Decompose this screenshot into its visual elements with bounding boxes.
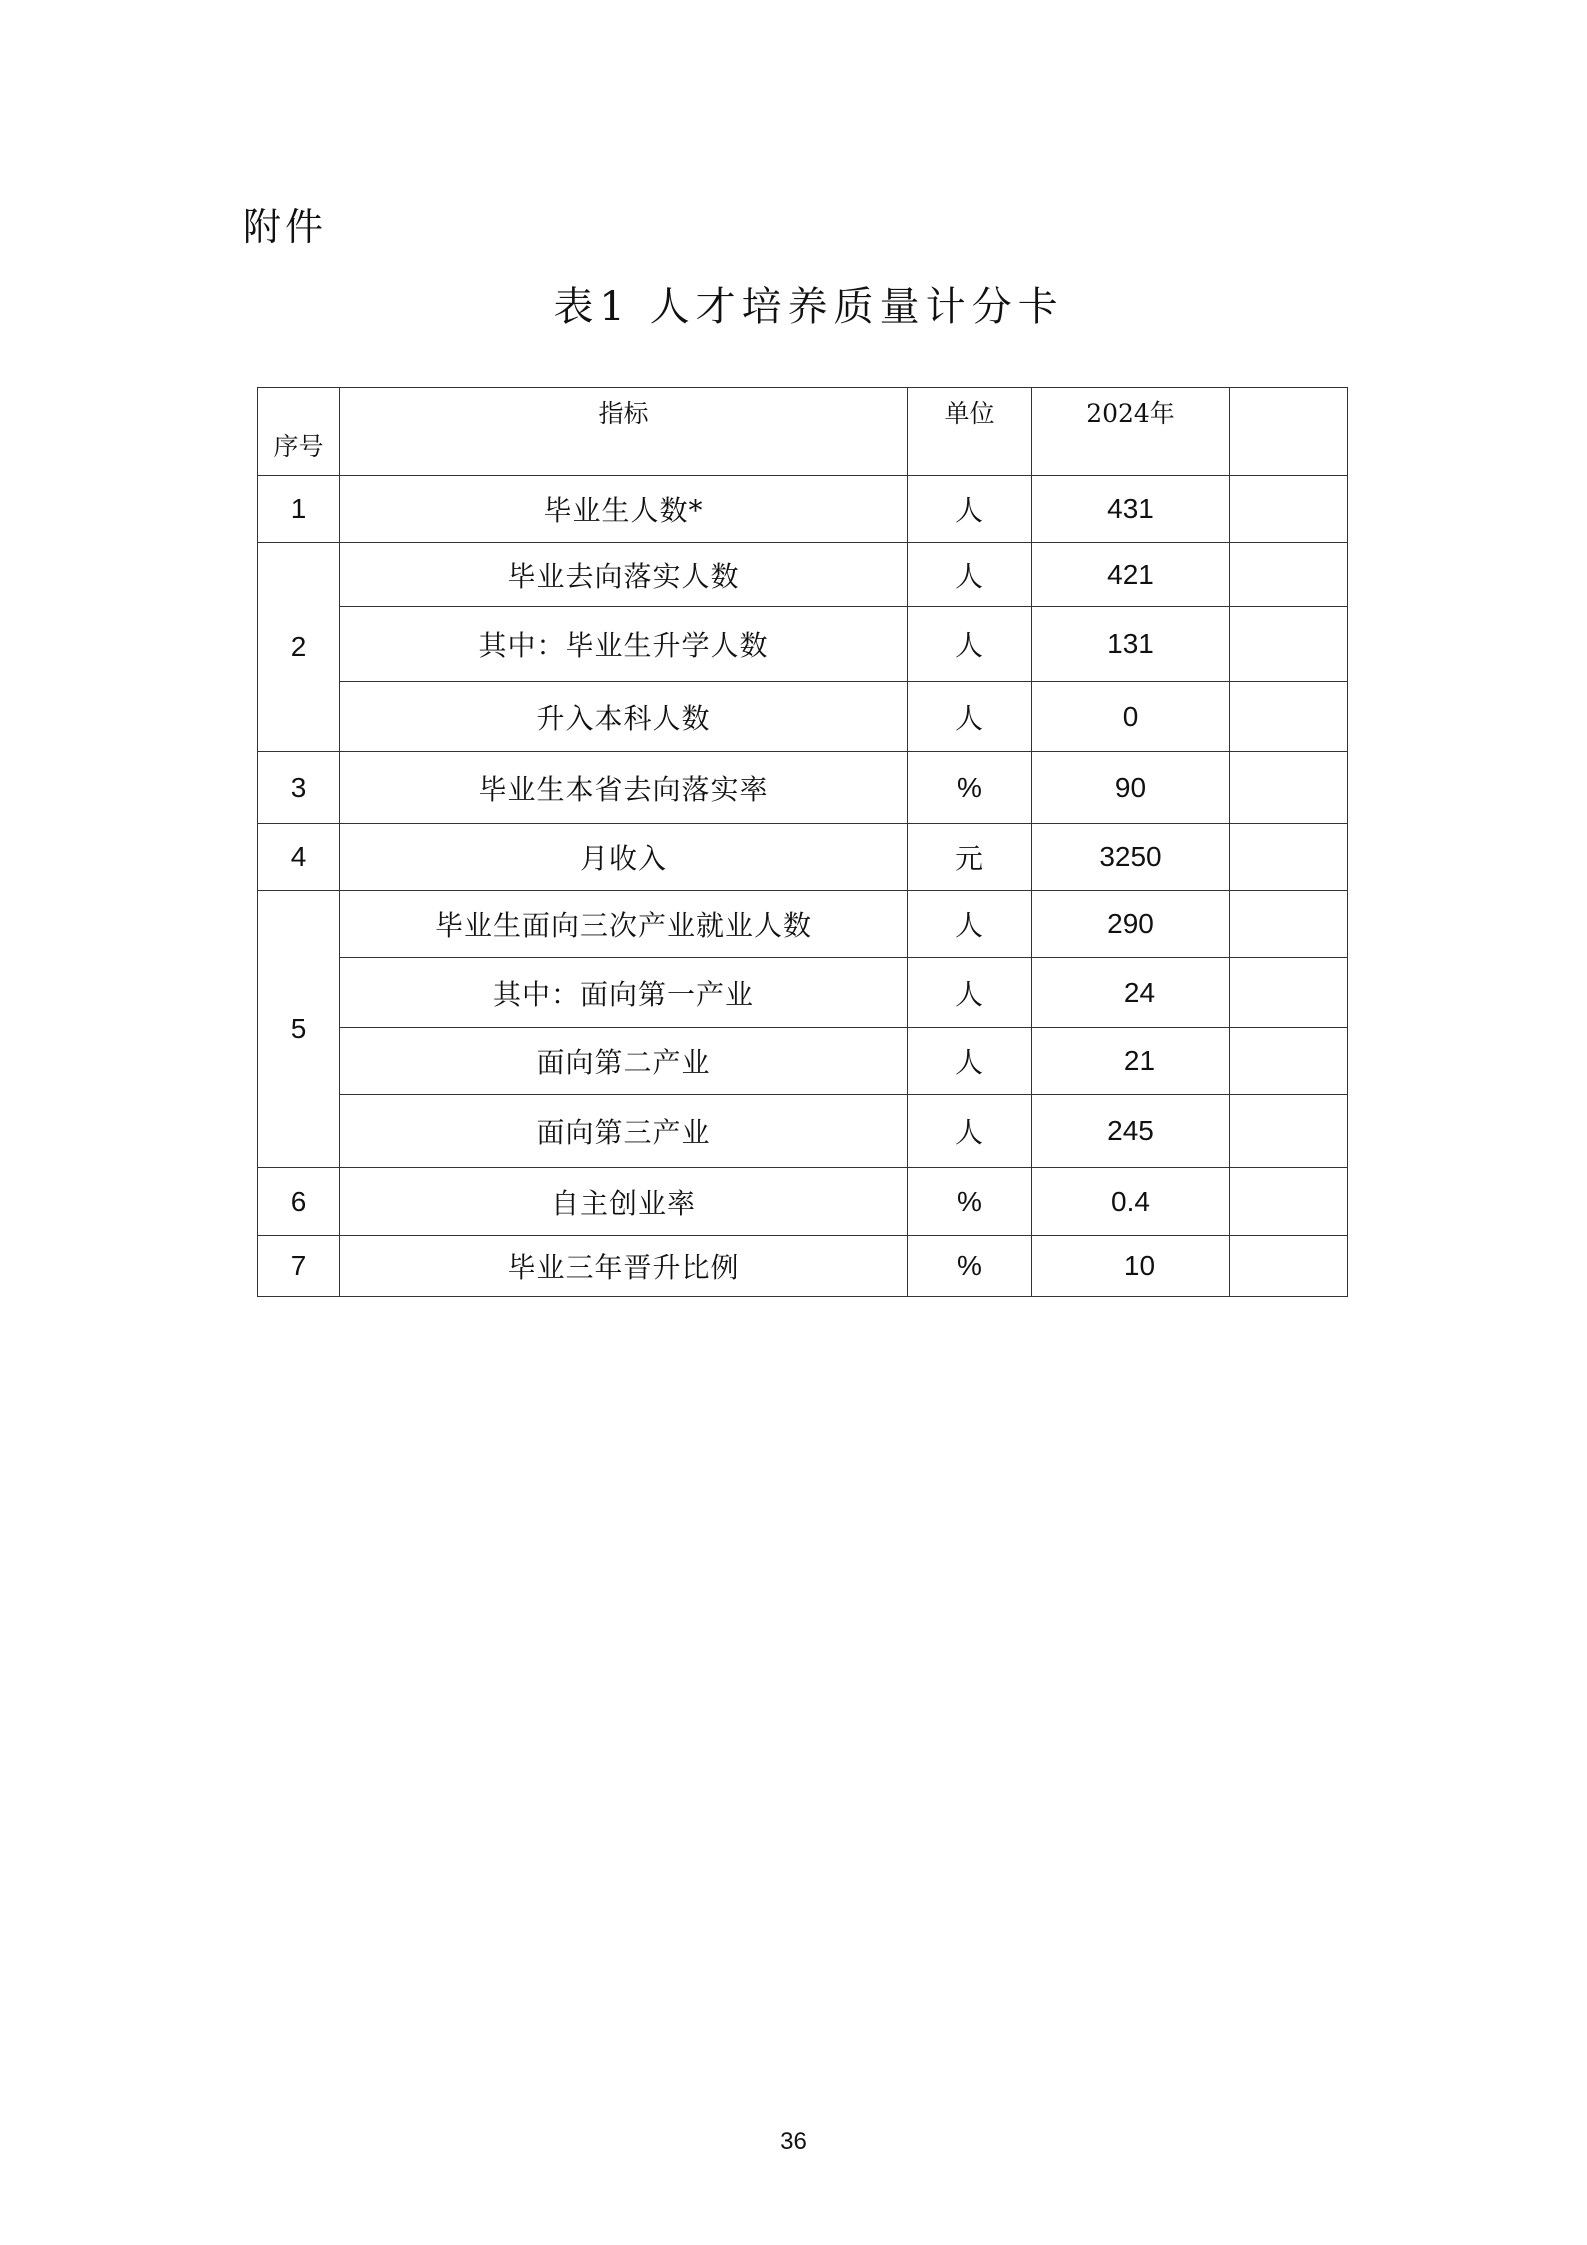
row-value: 10 <box>1032 1236 1230 1297</box>
row-value: 431 <box>1032 476 1230 543</box>
table-row <box>258 958 1348 1028</box>
row-value: 3250 <box>1032 824 1230 891</box>
table-row <box>258 682 1348 752</box>
table-row <box>258 824 1348 891</box>
row-unit: 人 <box>908 476 1032 543</box>
row-unit: 人 <box>908 1028 1032 1095</box>
row-extra <box>1230 958 1348 1028</box>
row-unit: 人 <box>908 607 1032 682</box>
row-seq: 1 <box>258 476 340 543</box>
table-title: 表1 人才培养质量计分卡 <box>553 284 1064 330</box>
row-extra <box>1230 752 1348 824</box>
row-indicator: 毕业生本省去向落实率 <box>340 752 908 824</box>
table-row <box>258 1095 1348 1168</box>
row-unit: 人 <box>908 958 1032 1028</box>
row-indicator: 毕业生人数* <box>340 476 908 543</box>
table-row <box>258 1236 1348 1297</box>
row-value: 24 <box>1032 958 1230 1028</box>
header-seq: 序号 <box>258 388 340 476</box>
table-row <box>258 607 1348 682</box>
row-indicator: 月收入 <box>340 824 908 891</box>
page-number: 36 <box>780 2128 807 2155</box>
row-value: 290 <box>1032 891 1230 958</box>
row-unit: 人 <box>908 891 1032 958</box>
header-unit: 单位 <box>908 388 1032 476</box>
row-indicator: 其中：毕业生升学人数 <box>340 607 908 682</box>
attachment-label: 附件 <box>243 205 328 249</box>
row-unit: 人 <box>908 543 1032 607</box>
table-row <box>258 1028 1348 1095</box>
table-row <box>258 752 1348 824</box>
row-unit: 元 <box>908 824 1032 891</box>
row-value: 245 <box>1032 1095 1230 1168</box>
table-row <box>258 543 1348 607</box>
row-value: 0.4 <box>1032 1168 1230 1236</box>
row-extra <box>1230 682 1348 752</box>
row-seq: 4 <box>258 824 340 891</box>
row-extra <box>1230 1095 1348 1168</box>
row-indicator: 毕业生面向三次产业就业人数 <box>340 891 908 958</box>
row-extra <box>1230 824 1348 891</box>
row-extra <box>1230 607 1348 682</box>
row-unit: % <box>908 752 1032 824</box>
row-unit: % <box>908 1236 1032 1297</box>
row-unit: % <box>908 1168 1032 1236</box>
row-indicator: 升入本科人数 <box>340 682 908 752</box>
row-extra <box>1230 543 1348 607</box>
row-seq: 2 <box>258 543 340 752</box>
header-indicator: 指标 <box>340 388 908 476</box>
row-extra <box>1230 1236 1348 1297</box>
table-row <box>258 1168 1348 1236</box>
row-indicator: 自主创业率 <box>340 1168 908 1236</box>
row-unit: 人 <box>908 1095 1032 1168</box>
row-indicator: 面向第三产业 <box>340 1095 908 1168</box>
row-indicator: 毕业三年晋升比例 <box>340 1236 908 1297</box>
header-extra <box>1230 388 1348 476</box>
row-indicator: 其中：面向第一产业 <box>340 958 908 1028</box>
row-indicator: 毕业去向落实人数 <box>340 543 908 607</box>
row-extra <box>1230 476 1348 543</box>
header-year: 2024年 <box>1032 388 1230 476</box>
row-value: 21 <box>1032 1028 1230 1095</box>
row-indicator: 面向第二产业 <box>340 1028 908 1095</box>
row-seq: 5 <box>258 891 340 1168</box>
table-header-row <box>258 388 1348 476</box>
row-extra <box>1230 1028 1348 1095</box>
table-row <box>258 891 1348 958</box>
row-value: 90 <box>1032 752 1230 824</box>
row-seq: 3 <box>258 752 340 824</box>
row-unit: 人 <box>908 682 1032 752</box>
row-extra <box>1230 891 1348 958</box>
row-extra <box>1230 1168 1348 1236</box>
row-seq: 7 <box>258 1236 340 1297</box>
talent-quality-scorecard-table <box>257 387 1348 1297</box>
row-value: 131 <box>1032 607 1230 682</box>
row-seq: 6 <box>258 1168 340 1236</box>
table-row <box>258 476 1348 543</box>
row-value: 0 <box>1032 682 1230 752</box>
row-value: 421 <box>1032 543 1230 607</box>
